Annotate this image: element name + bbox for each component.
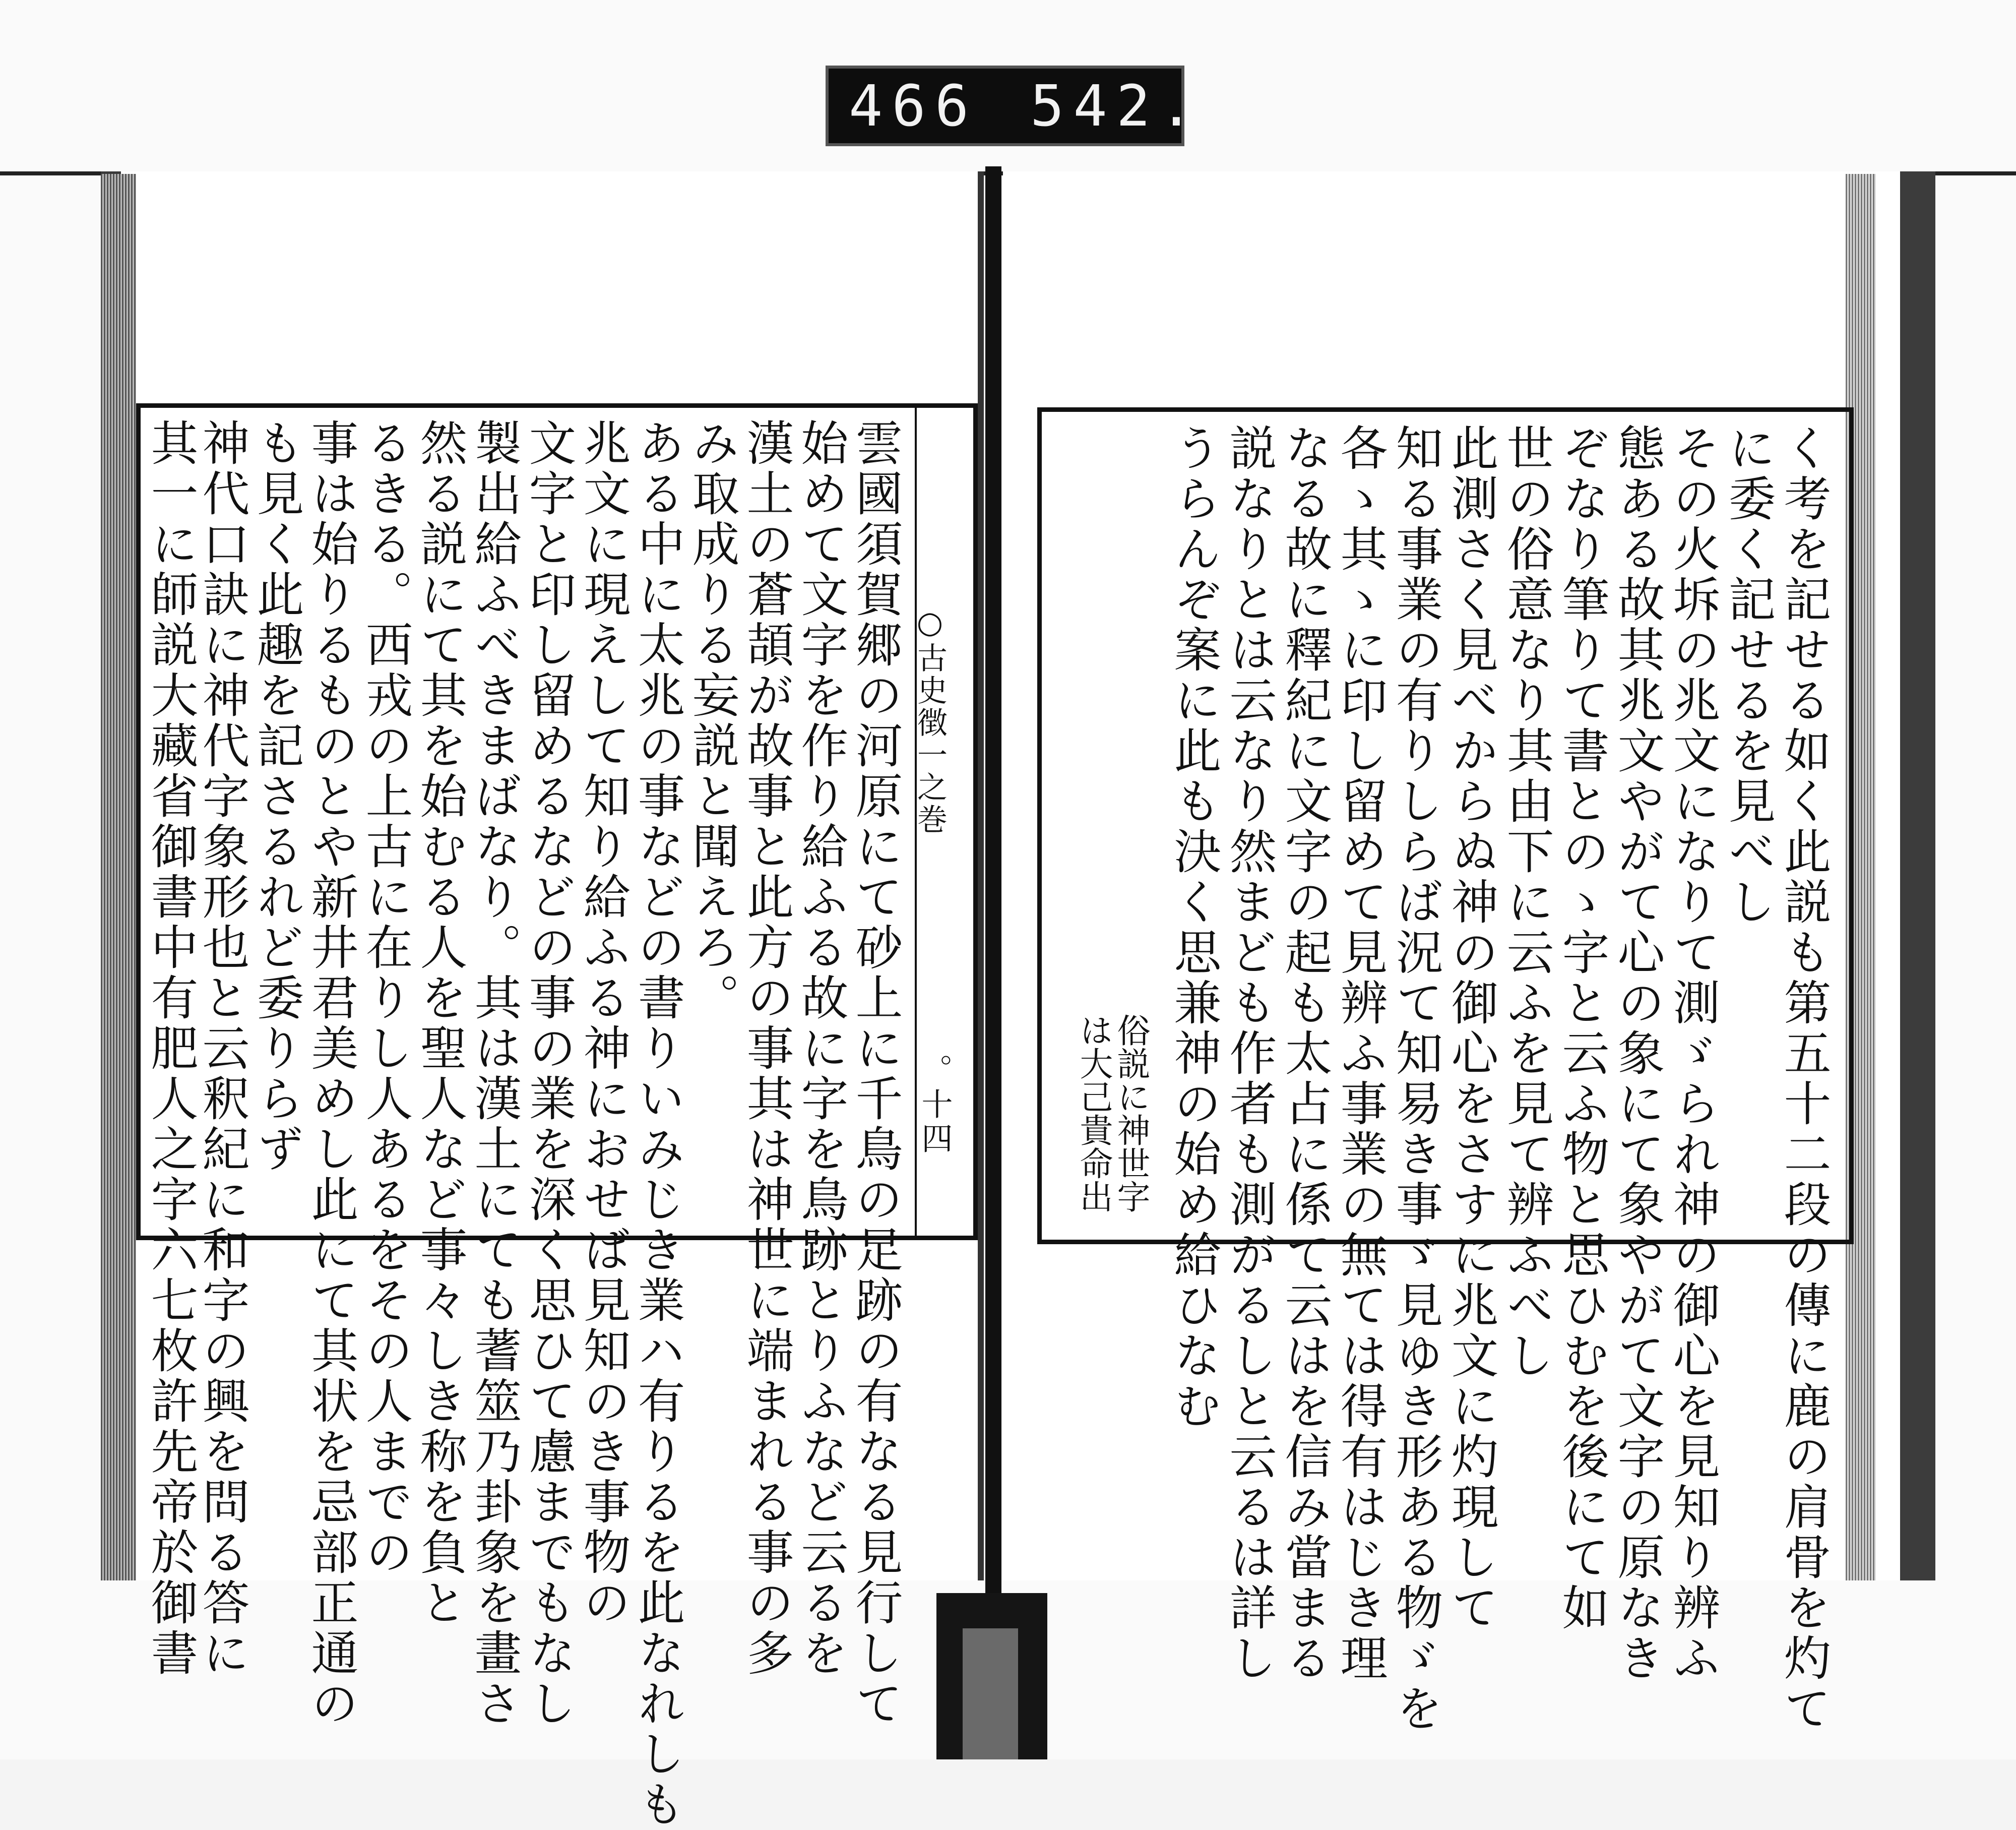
left-column-12: も見く此趣を記さるれど委りらず [248,418,303,1175]
left-column-6: 兆文に現えして知り給ふる神におせば見知のき事物の [575,418,630,1628]
right-note-line-2: は大己貴命出 [1074,1013,1113,1213]
right-note-line-1: 俗説に神世字 [1111,1013,1150,1213]
left-column-2: 始めて文字を作り給ふる故に字を鳥跡とりふなど云るを [793,418,848,1679]
right-column-11: 説なりとは云なり然まども作者も測がるしと云るは詳し [1221,423,1276,1684]
left-column-13: 神代口訣に神代字象形也と云釈紀に和字の興を問る答に [194,418,249,1679]
right-column-9: 各ゝ其ゝに印し留めて見辨ふ事業の無ては得有はじき理 [1332,423,1387,1684]
left-column-3: 漢土の蒼頡が故事と此方の事其は神世に端まれる事の多 [738,418,793,1679]
page-number: 。十四 [916,1054,953,1156]
left-column-8: 製出給ふべきまばなり。其は漢土にても蓍筮乃卦象を畫さ [466,418,521,1729]
catalog-number-right: 542. [1030,74,1203,139]
spine-bottom-inner [963,1628,1018,1759]
left-column-10: るきる。西戎の上古に在りし人あるをその人までの [357,418,412,1578]
left-column-4: み取成りる妄説と聞えろ。 [684,418,739,1023]
right-column-6: 世の俗意なり其由下に云ふを見て辨ふべし [1498,423,1553,1381]
left-column-1: 雲國須賀郷の河原にて砂上に千鳥の足跡の有なる見行して [847,418,902,1729]
book-gutter [985,166,1001,1759]
right-column-10: なる故に釋紀に文字の起も太占に係て云はを信み當まる [1277,423,1332,1684]
left-column-14: 其一に師説大藏省御書中有肥人之字六七枚許先帝於御書 [143,418,198,1679]
right-column-8: 知る事業の有りしらば況て知易き事ゞ見ゆき形ある物ゞを [1388,423,1442,1734]
left-column-5: ある中に太兆の事などの書りいみじき業ハ有りるを此なれしも [629,418,684,1830]
right-column-3: その火坼の兆文になりて測ゞられ神の御心を見知り辨ふ [1665,423,1720,1684]
left-column-9: 然る説にて其を始むる人を聖人など事々しき称を負と [412,418,467,1628]
left-page-edges [101,174,136,1580]
right-column-7: 此測さく見べからぬ神の御心をさすに兆文に灼現して [1443,423,1498,1633]
right-column-5: ぞなり筆りて書とのゝ字と云ふ物と思ひむを後にて如 [1554,423,1609,1633]
running-header: ○古史徴一之巻 [912,605,948,836]
left-column-7: 文字と印し留めるなどの事の業を深く思ひて慮までもなし [521,418,576,1729]
right-column-2: に委く記せるを見べし [1720,423,1775,928]
right-column-12: うらんぞ案に此も決く思兼神の始め給ひなむ [1166,423,1221,1432]
left-column-11: 事は始りるものとや新井君美めし此にて其状を忌部正通の [303,418,358,1729]
catalog-number-left: 466 [849,74,978,139]
right-column-4: 態ある故其兆文やがて心の象にて象やがて文字の原なき [1609,423,1664,1684]
right-column-1: く考を記せる如く此説も第五十二段の傳に鹿の肩骨を灼て [1776,423,1831,1734]
catalog-label [826,66,1203,146]
